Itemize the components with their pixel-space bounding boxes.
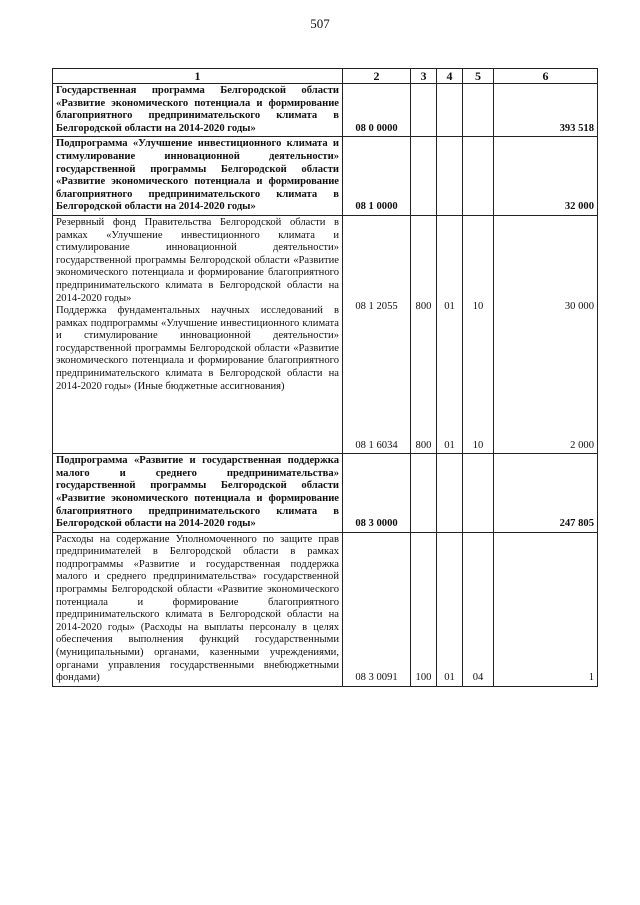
row-name: Подпрограмма «Развитие и государственная поддержка малого и среднего предпринимательства» государственной программы Белгородской области «Развитие экономического потенциала и формирование благоприятного предпринимательского климата в Белгородской области на 2014-2020 годы» xyxy=(53,454,343,533)
row-subsection: 10 xyxy=(472,439,484,451)
row-section xyxy=(437,454,463,533)
row-subsection xyxy=(463,454,494,533)
col-header-expense-type: 3 xyxy=(411,69,437,84)
row-name-group xyxy=(53,215,343,453)
col-header-subsection: 5 xyxy=(463,69,494,84)
col-header-amount: 6 xyxy=(494,69,598,84)
row-subsection: 10 xyxy=(472,300,484,312)
row-code: 08 1 6034 xyxy=(355,439,398,451)
row-code-group xyxy=(343,215,411,453)
row-amount: 393 518 xyxy=(494,84,598,137)
row-expense-type xyxy=(411,454,437,533)
row-amount-group xyxy=(494,215,598,453)
table-row xyxy=(53,137,598,216)
col-header-name: 1 xyxy=(53,69,343,84)
col-header-code: 2 xyxy=(343,69,411,84)
row-code: 08 3 0000 xyxy=(343,454,411,533)
row-section-group xyxy=(437,215,463,453)
table-row xyxy=(53,84,598,137)
row-expense-type-group xyxy=(411,215,437,453)
row-code: 08 1 0000 xyxy=(343,137,411,216)
row-code: 08 0 0000 xyxy=(343,84,411,137)
row-section xyxy=(437,137,463,216)
table-row xyxy=(53,532,598,686)
row-expense-type: 800 xyxy=(415,439,432,451)
row-subsection xyxy=(463,137,494,216)
row-amount: 2 000 xyxy=(570,439,594,451)
row-name: Подпрограмма «Улучшение инвестиционного климата и стимулирование инновационной деятельности» государственной программы Белгородской области «Развитие экономического потенциала и формирование благоприятного предпринимательского климата в Белгородской области на 2014-2020 годы» xyxy=(53,137,343,216)
page-number: 507 xyxy=(310,16,330,31)
row-code: 08 3 0091 xyxy=(343,532,411,686)
row-subsection-group xyxy=(463,215,494,453)
row-name: Расходы на содержание Уполномоченного по защите прав предпринимателей в Белгородской области в рамках подпрограммы «Развитие и государственная поддержка малого и среднего предпринимательства» государственной программы Белгородской области «Развитие экономического потенциала и формирование благоприятного предпринимательского климата в Белгородской области на 2014-2020 годы» (Расходы на выплаты персоналу в целях обеспечения выполнения функций государственными (муниципальными) органами, казенными учреждениями, органами управления государственными внебюджетными фондами) xyxy=(53,532,343,686)
col-header-section: 4 xyxy=(437,69,463,84)
row-section xyxy=(437,84,463,137)
row-subsection: 04 xyxy=(463,532,494,686)
row-amount: 247 805 xyxy=(494,454,598,533)
row-name: Государственная программа Белгородской области «Развитие экономического потенциала и формирование благоприятного предпринимательского климата в Белгородской области на 2014-2020 годы» xyxy=(53,84,343,137)
row-subsection xyxy=(463,84,494,137)
row-expense-type: 100 xyxy=(411,532,437,686)
row-expense-type xyxy=(411,137,437,216)
row-expense-type xyxy=(411,84,437,137)
table-row-merged xyxy=(53,215,598,453)
row-name: Резервный фонд Правительства Белгородской области в рамках «Улучшение инвестиционного климата и стимулирование инновационной деятельности» государственной программы Белгородской области «Развитие экономического потенциала и формирование благоприятного предпринимательского климата в Белгородской области на 2014-2020 годы» xyxy=(56,216,339,304)
row-name: Поддержка фундаментальных научных исследований в рамках подпрограммы «Улучшение инвестиционного климата и стимулирование инновационной деятельности» государственной программы Белгородской области «Развитие экономического потенциала и формирование благоприятного предпринимательского климата в Белгородской области на 2014-2020 годы» (Иные бюджетные ассигнования) xyxy=(56,305,339,392)
budget-table xyxy=(52,68,598,687)
row-amount: 1 xyxy=(494,532,598,686)
row-section: 01 xyxy=(437,532,463,686)
row-code: 08 1 2055 xyxy=(355,300,398,312)
row-amount: 32 000 xyxy=(494,137,598,216)
row-section: 01 xyxy=(444,300,455,312)
row-expense-type: 800 xyxy=(415,300,432,312)
table-row xyxy=(53,454,598,533)
row-section: 01 xyxy=(444,439,455,451)
row-amount: 30 000 xyxy=(564,300,594,312)
table-header-row xyxy=(53,69,598,84)
